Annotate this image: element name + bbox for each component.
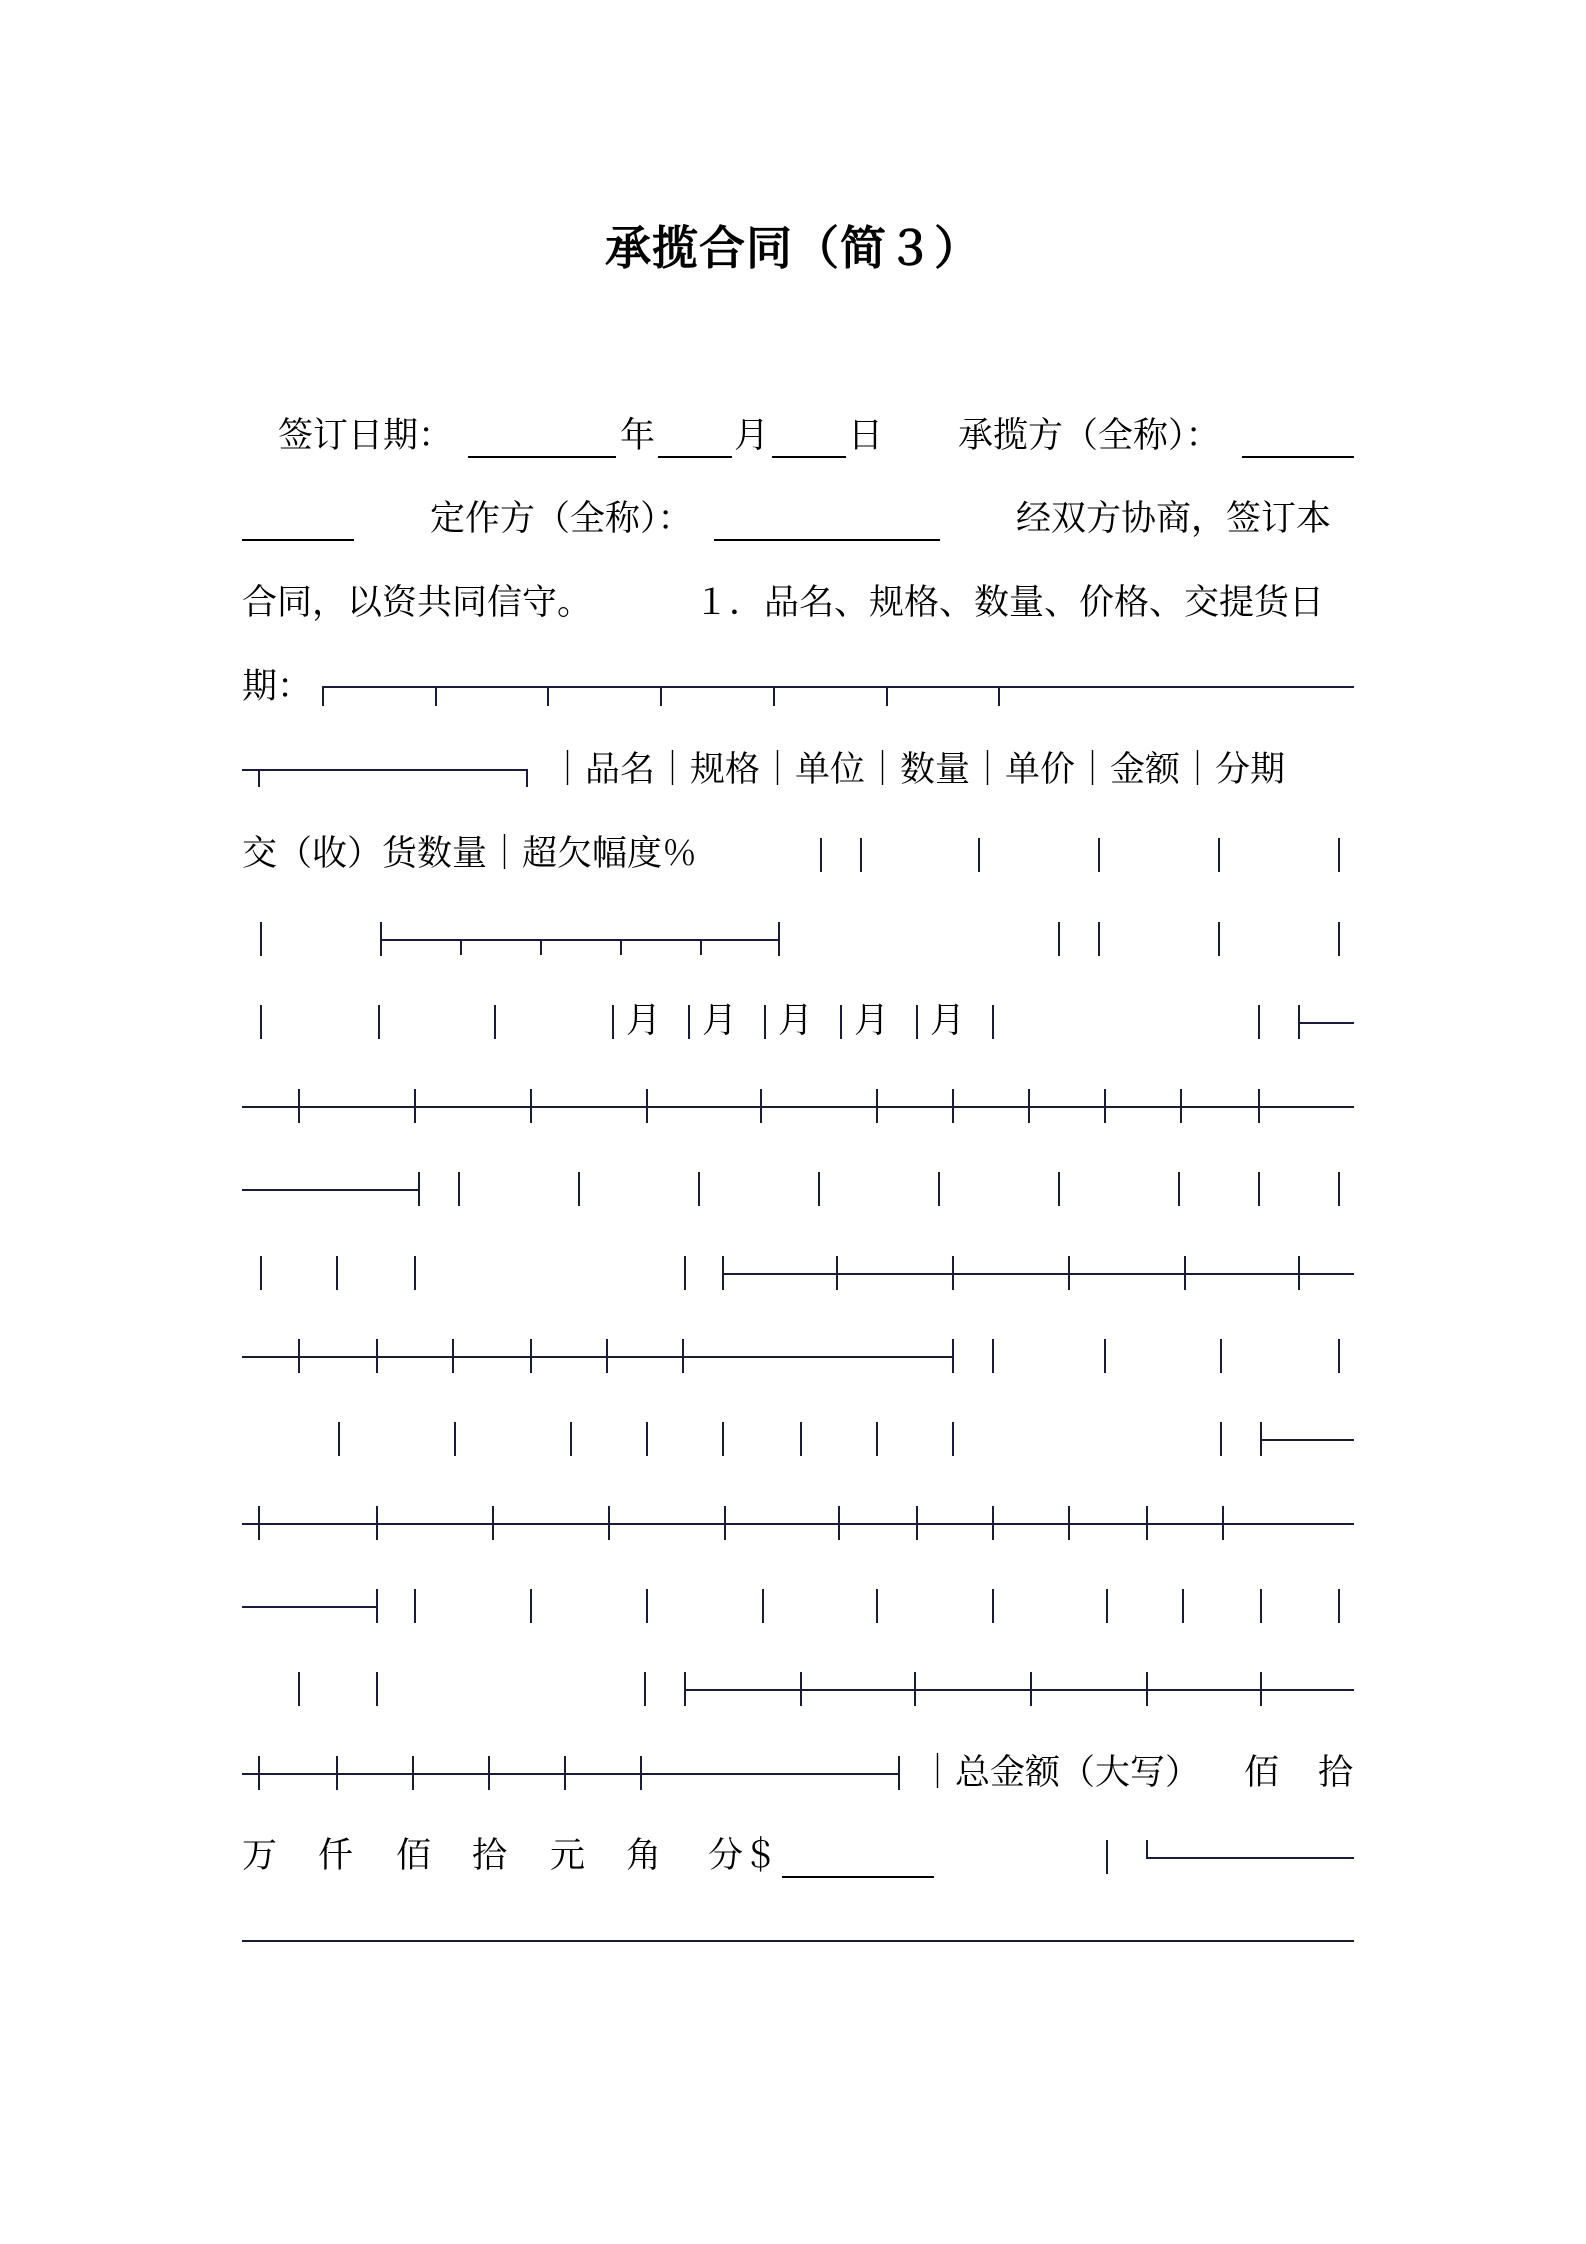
total-unit: 拾 <box>472 1836 508 1876</box>
table-cell-divider <box>778 922 780 956</box>
table-bottom-rule <box>1146 1857 1354 1859</box>
table-tick <box>760 1089 762 1123</box>
table-cell-divider <box>818 1172 820 1206</box>
table-tick <box>258 769 260 787</box>
table-tick <box>412 1756 414 1790</box>
table-cell-divider <box>578 1172 580 1206</box>
table-cell-divider <box>376 1589 378 1623</box>
table-tick <box>1258 1089 1260 1123</box>
table-tick <box>838 1506 840 1540</box>
month-cell: 月 <box>854 1001 890 1041</box>
table-cell-divider <box>1218 922 1220 956</box>
table-tick <box>886 686 888 706</box>
table-header-row: ｜品名｜规格｜单位｜数量｜单价｜金额｜分期 <box>550 750 1286 790</box>
table-cell-divider <box>992 1339 994 1373</box>
year-label: 年 <box>620 416 656 456</box>
table-cell-divider <box>684 1256 686 1290</box>
table-tick <box>1222 1506 1224 1540</box>
table-cell-divider <box>454 1422 456 1456</box>
table-tick <box>564 1756 566 1790</box>
total-amount-label: ｜总金额（大写） <box>920 1753 1201 1793</box>
table-cell-divider <box>260 922 262 956</box>
table-tick <box>298 1339 300 1373</box>
table-rule <box>380 939 780 941</box>
total-unit: 万 <box>242 1836 278 1876</box>
table-tick <box>336 1756 338 1790</box>
table-cell-divider <box>418 1172 420 1206</box>
table-cell-divider <box>1106 1840 1108 1874</box>
table-tick <box>898 1756 900 1790</box>
table-rule <box>242 1106 1354 1108</box>
table-tick <box>773 686 775 706</box>
table-rule <box>684 1689 1354 1691</box>
table-cell-divider <box>570 1422 572 1456</box>
table-tick <box>1184 1256 1186 1290</box>
table-top-rule <box>322 686 1354 688</box>
table-cell-divider <box>1098 838 1100 872</box>
clause-1: １．品名、规格、数量、价格、交提货日 <box>694 583 1325 623</box>
table-cell-divider <box>1338 838 1340 872</box>
table-rule <box>242 1356 952 1358</box>
contractor-blank <box>1242 456 1354 458</box>
day-label: 日 <box>848 416 884 456</box>
table-tick <box>530 1339 532 1373</box>
table-cell-divider <box>938 1172 940 1206</box>
table-tick <box>492 1506 494 1540</box>
table-cell-divider <box>952 1422 954 1456</box>
month-blank <box>658 456 732 458</box>
table-rule <box>242 1523 1354 1525</box>
table-tick <box>258 1506 260 1540</box>
total-unit: 佰 <box>396 1836 432 1876</box>
table-header-row-2: 交（收）货数量｜超欠幅度％ <box>242 834 698 874</box>
year-blank <box>468 456 616 458</box>
table-tick <box>606 1339 608 1373</box>
table-cell-divider <box>414 1256 416 1290</box>
table-cell-divider <box>1220 1339 1222 1373</box>
table-tick <box>608 1506 610 1540</box>
table-cell-divider <box>1338 1339 1340 1373</box>
table-cell-divider <box>1218 838 1220 872</box>
table-tick <box>700 939 702 955</box>
table-tick <box>916 1506 918 1540</box>
table-cell-divider <box>260 1005 262 1039</box>
table-tick <box>836 1256 838 1290</box>
table-tick <box>1028 1089 1030 1123</box>
table-rule <box>242 1606 376 1608</box>
contractor-blank-cont <box>242 539 354 541</box>
table-tick <box>1104 1089 1106 1123</box>
table-tick <box>640 1756 642 1790</box>
table-cell-divider <box>1260 1589 1262 1623</box>
table-cell-divider <box>646 1422 648 1456</box>
table-cell-divider <box>414 1589 416 1623</box>
table-tick <box>547 686 549 706</box>
table-cell-divider <box>612 1005 614 1039</box>
table-tick <box>530 1089 532 1123</box>
table-tick <box>1298 1256 1300 1290</box>
table-tick <box>952 1089 954 1123</box>
table-tick <box>435 686 437 706</box>
total-amount-blank <box>782 1876 934 1878</box>
table-cell-divider <box>876 1589 878 1623</box>
table-rule <box>1260 1439 1354 1441</box>
agreement-cont: 合同，以资共同信守。 <box>242 583 593 623</box>
table-rule <box>1298 1022 1354 1024</box>
table-cell-divider <box>840 1005 842 1039</box>
total-unit: 角 <box>626 1836 662 1876</box>
table-tick <box>876 1089 878 1123</box>
table-tick <box>646 1089 648 1123</box>
table-tick <box>620 939 622 955</box>
total-unit: 佰 <box>1244 1753 1280 1793</box>
table-cell-divider <box>644 1672 646 1706</box>
total-unit: 拾 <box>1318 1753 1354 1793</box>
table-cell-divider <box>762 1589 764 1623</box>
month-cell: 月 <box>626 1001 662 1041</box>
agreement-intro: 经双方协商，签订本 <box>1016 499 1332 539</box>
table-tick <box>682 1339 684 1373</box>
total-unit: 仟 <box>318 1836 354 1876</box>
table-bottom-rule <box>242 1940 1354 1942</box>
table-tick <box>914 1672 916 1706</box>
table-cell-divider <box>1338 1172 1340 1206</box>
table-tick <box>414 1089 416 1123</box>
table-tick <box>1146 1672 1148 1706</box>
table-cell-divider <box>336 1256 338 1290</box>
month-cell: 月 <box>778 1001 814 1041</box>
table-cell-divider <box>800 1422 802 1456</box>
table-tick <box>1180 1089 1182 1123</box>
month-label: 月 <box>734 416 770 456</box>
month-cell: 月 <box>930 1001 966 1041</box>
table-tick <box>452 1339 454 1373</box>
table-cell-divider <box>646 1589 648 1623</box>
table-tick <box>660 686 662 706</box>
table-tick <box>1068 1506 1070 1540</box>
table-cell-divider <box>1058 1172 1060 1206</box>
table-cell-divider <box>688 1005 690 1039</box>
table-cell-divider <box>338 1422 340 1456</box>
table-tick <box>526 769 528 787</box>
page-title: 承揽合同（简３） <box>605 221 981 275</box>
table-cell-divider <box>1178 1172 1180 1206</box>
table-cell-divider <box>530 1589 532 1623</box>
table-cell-divider <box>722 1422 724 1456</box>
table-cell-divider <box>1182 1589 1184 1623</box>
table-tick <box>992 1506 994 1540</box>
orderer-blank <box>714 539 940 541</box>
table-tick <box>952 1256 954 1290</box>
table-rule <box>722 1273 1354 1275</box>
table-tick <box>800 1672 802 1706</box>
clause-1-cont: 期： <box>242 667 313 707</box>
sign-date-label: 签订日期： <box>278 416 454 456</box>
table-rule <box>242 1189 418 1191</box>
table-cell-divider <box>698 1172 700 1206</box>
table-tick <box>488 1756 490 1790</box>
table-cell-divider <box>860 838 862 872</box>
table-corner <box>1146 1840 1148 1857</box>
table-tick <box>376 1506 378 1540</box>
table-cell-divider <box>1338 922 1340 956</box>
table-cell-divider <box>1106 1589 1108 1623</box>
table-cell-divider <box>1220 1422 1222 1456</box>
table-tick <box>298 1089 300 1123</box>
table-cell-divider <box>298 1672 300 1706</box>
table-tick <box>258 1756 260 1790</box>
table-tick <box>952 1339 954 1373</box>
table-tick <box>998 686 1000 706</box>
contractor-label: 承揽方（全称）： <box>958 416 1221 456</box>
table-tick <box>1068 1256 1070 1290</box>
table-rule <box>242 769 528 771</box>
table-cell-divider <box>378 1005 380 1039</box>
table-cell-divider <box>1258 1005 1260 1039</box>
table-cell-divider <box>992 1589 994 1623</box>
table-cell-divider <box>1338 1589 1340 1623</box>
table-cell-divider <box>1098 922 1100 956</box>
table-cell-divider <box>876 1422 878 1456</box>
table-cell-divider <box>978 838 980 872</box>
table-tick <box>460 939 462 955</box>
table-cell-divider <box>1104 1339 1106 1373</box>
month-cell: 月 <box>702 1001 738 1041</box>
table-cell-divider <box>376 1672 378 1706</box>
table-cell-divider <box>916 1005 918 1039</box>
table-tick <box>1146 1506 1148 1540</box>
total-unit: 元 <box>550 1836 586 1876</box>
table-tick <box>376 1339 378 1373</box>
table-rule <box>242 1773 898 1775</box>
table-tick <box>1030 1672 1032 1706</box>
day-blank <box>772 456 846 458</box>
table-cell-divider <box>764 1005 766 1039</box>
table-tick <box>322 686 324 706</box>
table-cell-divider <box>820 838 822 872</box>
orderer-label: 定作方（全称）： <box>430 499 693 539</box>
table-cell-divider <box>1258 1172 1260 1206</box>
table-cell-divider <box>1058 922 1060 956</box>
table-cell-divider <box>260 1256 262 1290</box>
total-unit-dollar: 分＄ <box>708 1836 779 1876</box>
table-tick <box>540 939 542 955</box>
table-cell-divider <box>494 1005 496 1039</box>
table-tick <box>724 1506 726 1540</box>
table-cell-divider <box>992 1005 994 1039</box>
table-tick <box>1260 1672 1262 1706</box>
table-cell-divider <box>458 1172 460 1206</box>
